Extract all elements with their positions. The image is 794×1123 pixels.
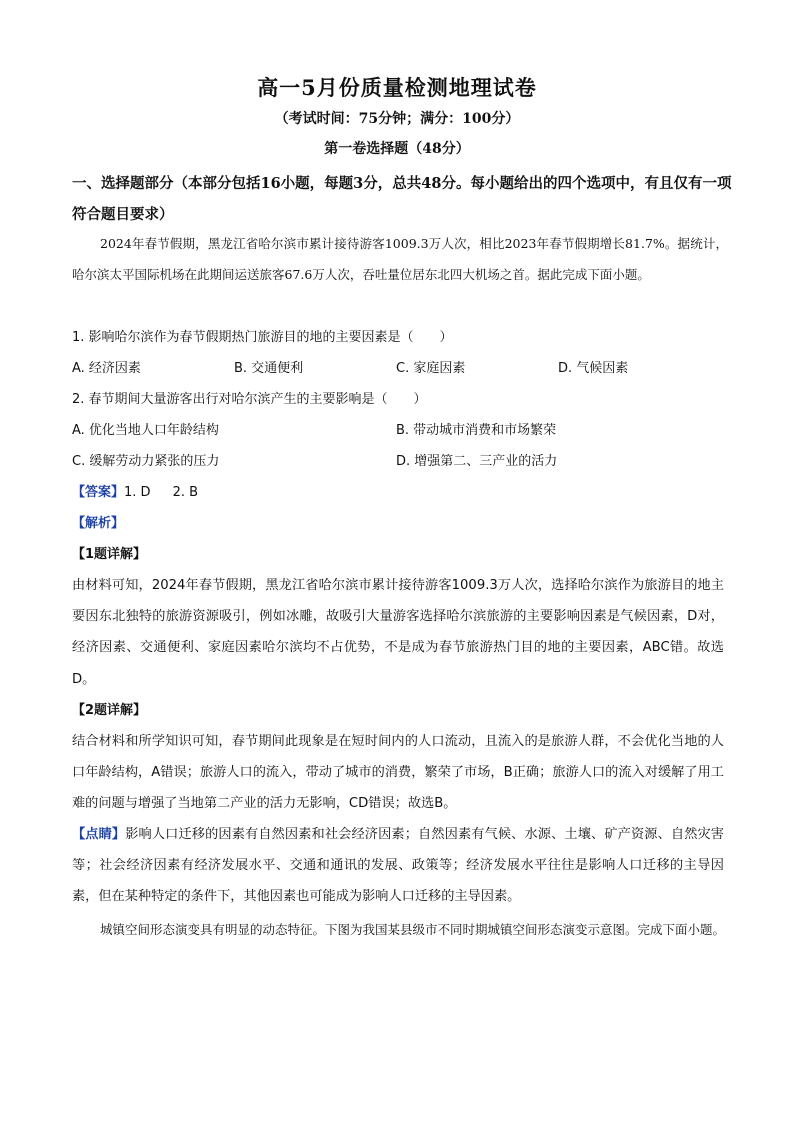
volume-heading: 第一卷选择题（48分）	[324, 141, 470, 157]
q1-option-c: C. 家庭因素	[396, 361, 466, 376]
question-2-stem: 2. 春节期间大量游客出行对哈尔滨产生的主要影响是（ ）	[72, 392, 427, 407]
tip-paragraph	[72, 819, 724, 913]
detail-2-label: 【2题详解】	[72, 703, 147, 718]
q2-option-d: D. 增强第二、三产业的活力	[396, 454, 558, 469]
q2-option-c: C. 缓解劳动力紧张的压力	[72, 454, 220, 469]
q2-option-a: A. 优化当地人口年龄结构	[72, 423, 219, 438]
tip-label: 【点睛】	[72, 827, 126, 842]
material-paragraph-2: 城镇空间形态演变具有明显的动态特征。下图为我国某县级市不同时期城镇空间形态演变示意图。完成下面小题。	[100, 922, 726, 937]
page-title: 高一5月份质量检测地理试卷	[257, 75, 537, 100]
tip-text: 影响人口迁移的因素有自然因素和社会经济因素；自然因素有气候、水源、土壤、矿产资源、自然灾害等；社会经济因素有经济发展水平、交通和通讯的发展、政策等；经济发展水平往往是影响人口迁移的主导因素，但在某种特定的条件下，其他因素也可能成为影响人口迁移的主导因素。	[72, 827, 724, 905]
answer-2: 2. B	[172, 485, 199, 500]
q1-option-d: D. 气候因素	[558, 361, 629, 376]
q1-option-b: B. 交通便利	[234, 361, 304, 376]
detail-2-text: 结合材料和所学知识可知，春节期间此现象是在短时间内的人口流动，且流入的是旅游人群，不会优化当地的人口年龄结构，A错误；旅游人口的流入，带动了城市的消费，繁荣了市场，B正确；旅游人口的流入对缓解了用工难的问题与增强了当地第二产业的活力无影响，CD错误；故选B。	[72, 734, 724, 812]
exam-info: （考试时间：75分钟；满分：100分）	[274, 111, 520, 127]
answer-line	[72, 483, 198, 503]
detail-1-text: 由材料可知，2024年春节假期，黑龙江省哈尔滨市累计接待游客1009.3万人次，选择哈尔滨作为旅游目的地主要因东北独特的旅游资源吸引，例如冰雕，故吸引大量游客选择哈尔滨旅游的主要影响因素是气候因素，D对，经济因素、交通便利、家庭因素哈尔滨均不占优势，不是成为春节旅游热门目的地的主要因素，ABC错。故选D。	[72, 578, 724, 687]
answer-label: 【答案】	[72, 485, 125, 500]
material-paragraph-1: 2024年春节假期，黑龙江省哈尔滨市累计接待游客1009.3万人次，相比2023年春节假期增长81.7%。据统计，哈尔滨太平国际机场在此期间运送旅客67.6万人次，吞吐量位居东北四大机场之首。据此完成下面小题。	[72, 236, 728, 282]
analysis-label: 【解析】	[72, 516, 125, 531]
q1-option-a: A. 经济因素	[72, 361, 141, 376]
detail-1-label: 【1题详解】	[72, 547, 147, 562]
question-1-stem: 1. 影响哈尔滨作为春节假期热门旅游目的地的主要因素是（ ）	[72, 330, 453, 345]
q2-option-b: B. 带动城市消费和市场繁荣	[396, 423, 557, 438]
section-heading: 一、选择题部分（本部分包括16小题，每题3分，总共48分。每小题给出的四个选项中，有且仅有一项符合题目要求）	[72, 175, 732, 223]
answer-1: 1. D	[124, 485, 151, 500]
